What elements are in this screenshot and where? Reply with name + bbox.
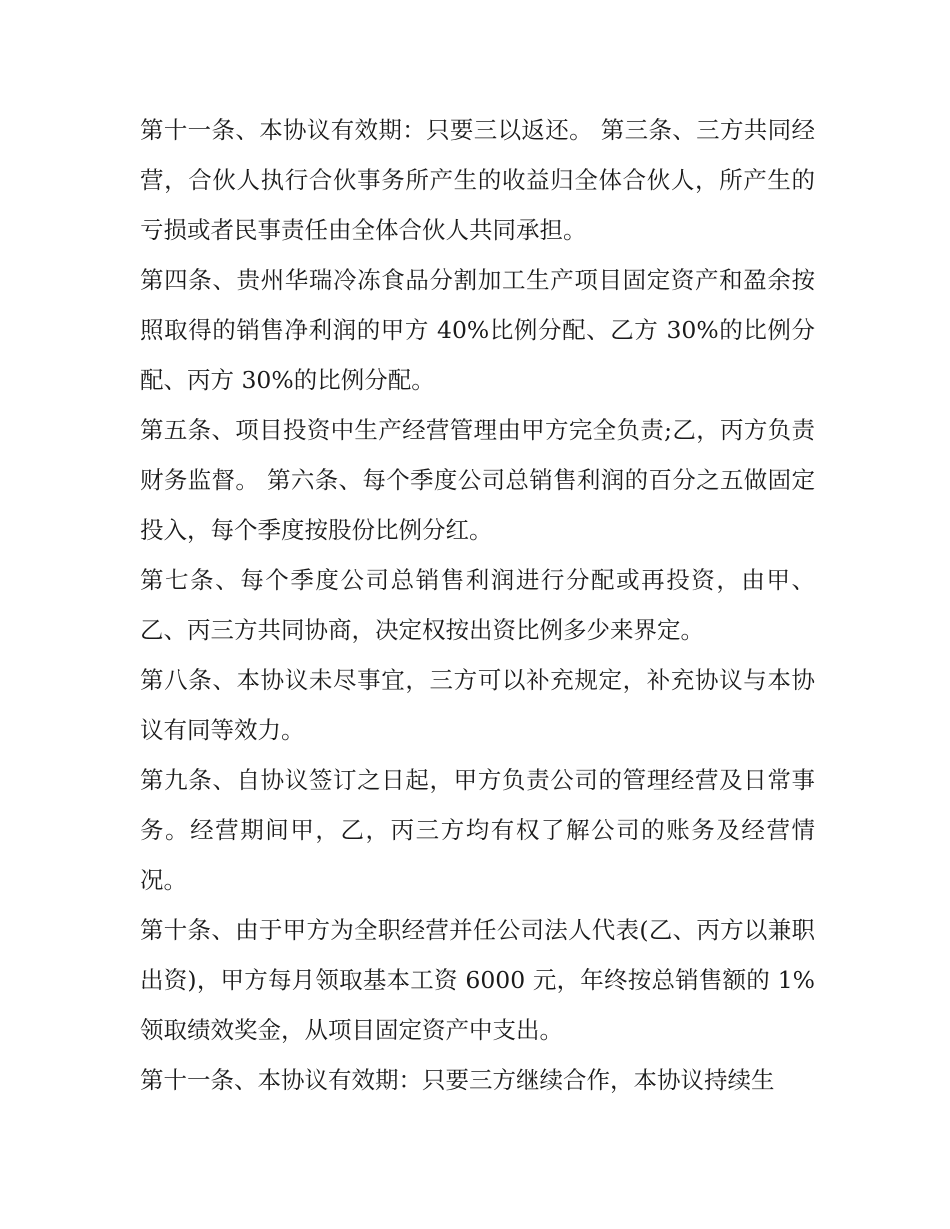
paragraph-article-10: 第十条、由于甲方为全职经营并任公司法人代表(乙、丙方以兼职出资)，甲方每月领取基本工资 6000 元，年终按总销售额的 1%领取绩效奖金，从项目固定资产中支出。 bbox=[140, 916, 815, 1044]
paragraph-article-7: 第七条、每个季度公司总销售利润进行分配或再投资，由甲、乙、丙三方共同协商，决定权按出资比例多少来界定。 bbox=[140, 566, 815, 644]
paragraph-article-4: 第四条、贵州华瑞冷冻食品分割加工生产项目固定资产和盈余按照取得的销售净利润的甲方 40%比例分配、乙方 30%的比例分配、丙方 30%的比例分配。 bbox=[140, 266, 815, 394]
paragraph-article-11-partial: 第十一条、本协议有效期：只要三以返还。 第三条、三方共同经营，合伙人执行合伙事务所产生的收益归全体合伙人，所产生的亏损或者民事责任由全体合伙人共同承担。 bbox=[140, 116, 815, 244]
paragraph-article-11: 第十一条、本协议有效期：只要三方继续合作，本协议持续生 bbox=[140, 1066, 775, 1094]
document-body bbox=[140, 105, 815, 1105]
paragraph-article-5-6: 第五条、项目投资中生产经营管理由甲方完全负责;乙，丙方负责财务监督。 第六条、每个季度公司总销售利润的百分之五做固定投入，每个季度按股份比例分红。 bbox=[140, 416, 815, 544]
paragraph-article-9: 第九条、自协议签订之日起，甲方负责公司的管理经营及日常事务。经营期间甲，乙，丙三方均有权了解公司的账务及经营情况。 bbox=[140, 766, 815, 894]
paragraph-article-8: 第八条、本协议未尽事宜，三方可以补充规定，补充协议与本协议有同等效力。 bbox=[140, 666, 815, 744]
